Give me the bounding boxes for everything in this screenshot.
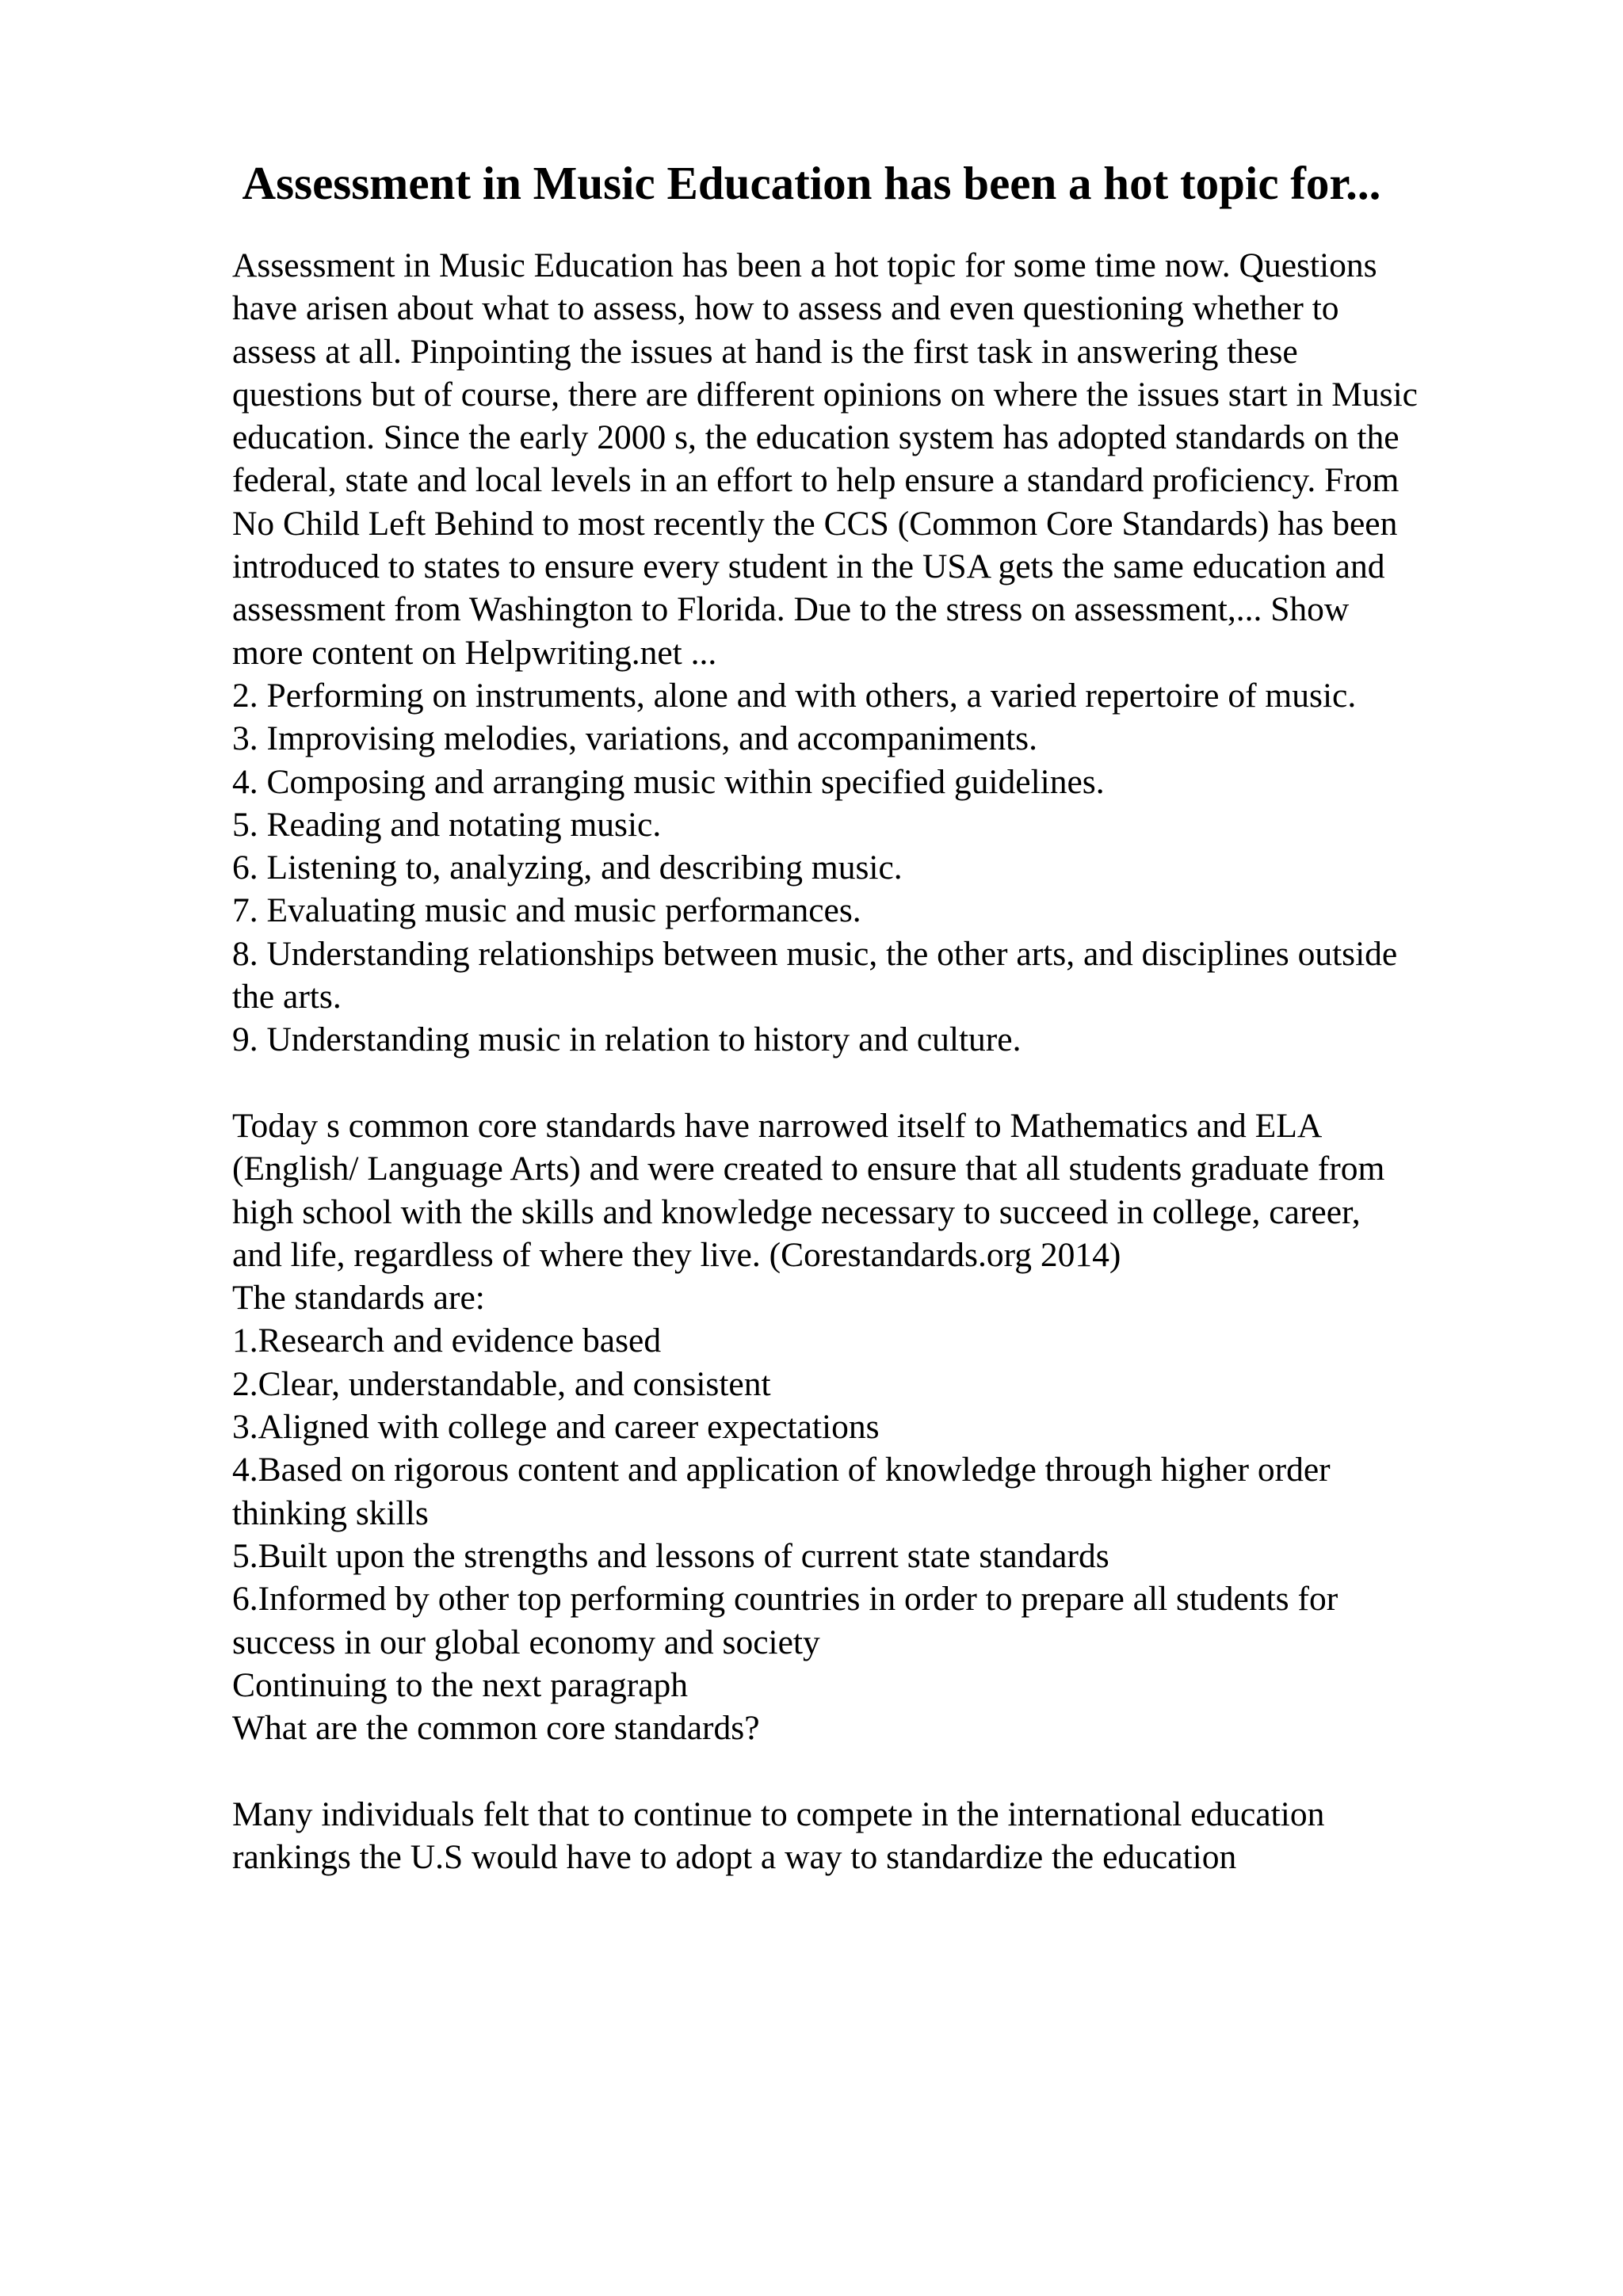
text-line: (English/ Language Arts) and were created to ensure that all students graduate from <box>232 1150 1385 1188</box>
text-line: 1.Research and evidence based <box>232 1322 662 1360</box>
text-line: education. Since the early 2000 s, the education system has adopted standards on the <box>232 418 1400 457</box>
text-line: and life, regardless of where they live. (Corestandards.org 2014) <box>232 1235 1121 1274</box>
text-line: 2. Performing on instruments, alone and with others, a varied repertoire of music. <box>232 676 1357 715</box>
text-line: questions but of course, there are different opinions on where the issues start in Music <box>232 375 1418 414</box>
text-line: 2.Clear, understandable, and consistent <box>232 1364 771 1403</box>
text-line: What are the common core standards? <box>232 1709 760 1748</box>
text-line: high school with the skills and knowledge necessary to succeed in college, career, <box>232 1192 1361 1231</box>
text-line: Many individuals felt that to continue to compete in the international education <box>232 1794 1325 1833</box>
text-line: assess at all. Pinpointing the issues at hand is the first task in answering these <box>232 332 1298 371</box>
text-line: 7. Evaluating music and music performances. <box>232 891 861 930</box>
text-line: 5. Reading and notating music. <box>232 805 662 844</box>
text-line: The standards are: <box>232 1279 485 1318</box>
text-line: more content on Helpwriting.net ... <box>232 633 717 672</box>
text-line: Continuing to the next paragraph <box>232 1665 689 1704</box>
text-line: thinking skills <box>232 1493 429 1532</box>
text-line: federal, state and local levels in an effort to help ensure a standard proficiency. From <box>232 461 1400 500</box>
text-line: 3.Aligned with college and career expectations <box>232 1408 880 1447</box>
text-line: Assessment in Music Education has been a hot topic for some time now. Questions <box>232 246 1377 284</box>
text-line: 5.Built upon the strengths and lessons of current state standards <box>232 1536 1109 1575</box>
document-title: Assessment in Music Education has been a hot topic for... <box>242 157 1381 209</box>
document-body <box>232 244 1532 1878</box>
text-line: 4.Based on rigorous content and application of knowledge through higher order <box>232 1451 1331 1489</box>
blank-line <box>232 1062 1532 1104</box>
text-line: 8. Understanding relationships between music, the other arts, and disciplines outside <box>232 934 1398 973</box>
text-line: 6. Listening to, analyzing, and describing music. <box>232 849 903 887</box>
text-line: 9. Understanding music in relation to history and culture. <box>232 1020 1022 1059</box>
text-line: success in our global economy and society <box>232 1623 820 1661</box>
text-line: 3. Improvising melodies, variations, and accompaniments. <box>232 719 1037 758</box>
text-line: rankings the U.S would have to adopt a way to standardize the education <box>232 1837 1237 1876</box>
text-line: assessment from Washington to Florida. Due to the stress on assessment,... Show <box>232 590 1350 629</box>
text-line: 6.Informed by other top performing countries in order to prepare all students for <box>232 1580 1338 1619</box>
text-line: 4. Composing and arranging music within specified guidelines. <box>232 762 1105 801</box>
text-line: No Child Left Behind to most recently the CCS (Common Core Standards) has been <box>232 504 1398 543</box>
blank-line <box>232 1749 1532 1792</box>
text-line: Today s common core standards have narrowed itself to Mathematics and ELA <box>232 1106 1323 1145</box>
text-line: introduced to states to ensure every student in the USA gets the same education and <box>232 547 1385 586</box>
text-line: have arisen about what to assess, how to assess and even questioning whether to <box>232 289 1339 328</box>
text-line: the arts. <box>232 978 342 1016</box>
